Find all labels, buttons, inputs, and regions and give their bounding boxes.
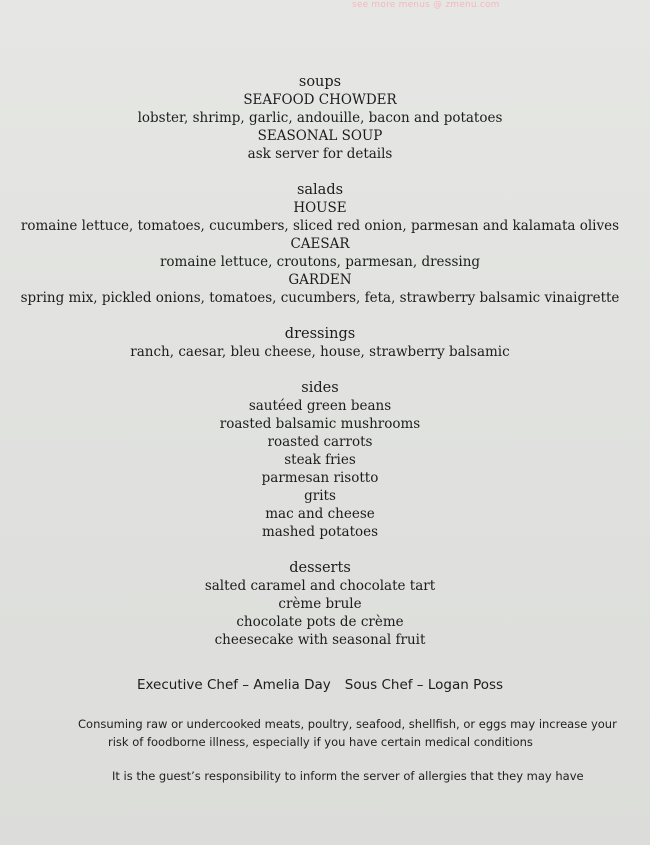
chef-credits — [0, 677, 640, 693]
dessert-item: crème brule — [278, 596, 362, 612]
menu-item-name: SEAFOOD CHOWDER — [243, 92, 397, 108]
watermark: see more menus @ zmenu.com — [352, 0, 500, 10]
side-item: roasted carrots — [267, 434, 373, 450]
menu-item-description: lobster, shrimp, garlic, andouille, bacon and potatoes — [137, 110, 503, 126]
side-item: mac and cheese — [265, 506, 375, 522]
raw-food-warning-line-1: Consuming raw or undercooked meats, poultry, seafood, shellfish, or eggs may increase your — [78, 717, 617, 731]
side-item: sautéed green beans — [248, 398, 392, 414]
menu-item-name: SEASONAL SOUP — [257, 128, 383, 144]
salads-heading: salads — [296, 182, 344, 198]
side-item: parmesan risotto — [261, 470, 379, 486]
sides-heading: sides — [301, 380, 339, 396]
dressings-heading: dressings — [284, 326, 356, 342]
side-item: steak fries — [284, 452, 356, 468]
side-item: grits — [304, 488, 336, 504]
dressings-list: ranch, caesar, bleu cheese, house, strawberry balsamic — [130, 344, 510, 360]
dessert-item: cheesecake with seasonal fruit — [214, 632, 426, 648]
side-item: mashed potatoes — [261, 524, 379, 540]
executive-chef: Executive Chef – Amelia Day — [136, 677, 331, 693]
sous-chef: Sous Chef – Logan Poss — [344, 677, 504, 693]
desserts-heading: desserts — [289, 560, 351, 576]
sides-section — [0, 379, 640, 541]
menu-item-name: HOUSE — [293, 200, 347, 216]
menu-item-name: GARDEN — [288, 272, 352, 288]
desserts-section — [0, 559, 640, 649]
raw-food-warning-line-2: risk of foodborne illness, especially if you have certain medical conditions — [108, 735, 533, 749]
menu-item-description: ask server for details — [247, 146, 393, 162]
soups-heading: soups — [298, 74, 342, 90]
menu-body — [0, 73, 640, 649]
menu-item-name: CAESAR — [290, 236, 350, 252]
allergy-notice: It is the guest’s responsibility to inform the server of allergies that they may have — [112, 769, 584, 783]
side-item: roasted balsamic mushrooms — [219, 416, 421, 432]
menu-item-description: romaine lettuce, tomatoes, cucumbers, sliced red onion, parmesan and kalamata olives — [20, 218, 620, 234]
menu-item-description: spring mix, pickled onions, tomatoes, cucumbers, feta, strawberry balsamic vinaigrette — [20, 290, 620, 306]
dessert-item: chocolate pots de crème — [236, 614, 404, 630]
dessert-item: salted caramel and chocolate tart — [204, 578, 436, 594]
menu-item-description: romaine lettuce, croutons, parmesan, dressing — [159, 254, 481, 270]
salads-section — [0, 181, 640, 307]
dressings-section — [0, 325, 640, 361]
soups-section — [0, 73, 640, 163]
